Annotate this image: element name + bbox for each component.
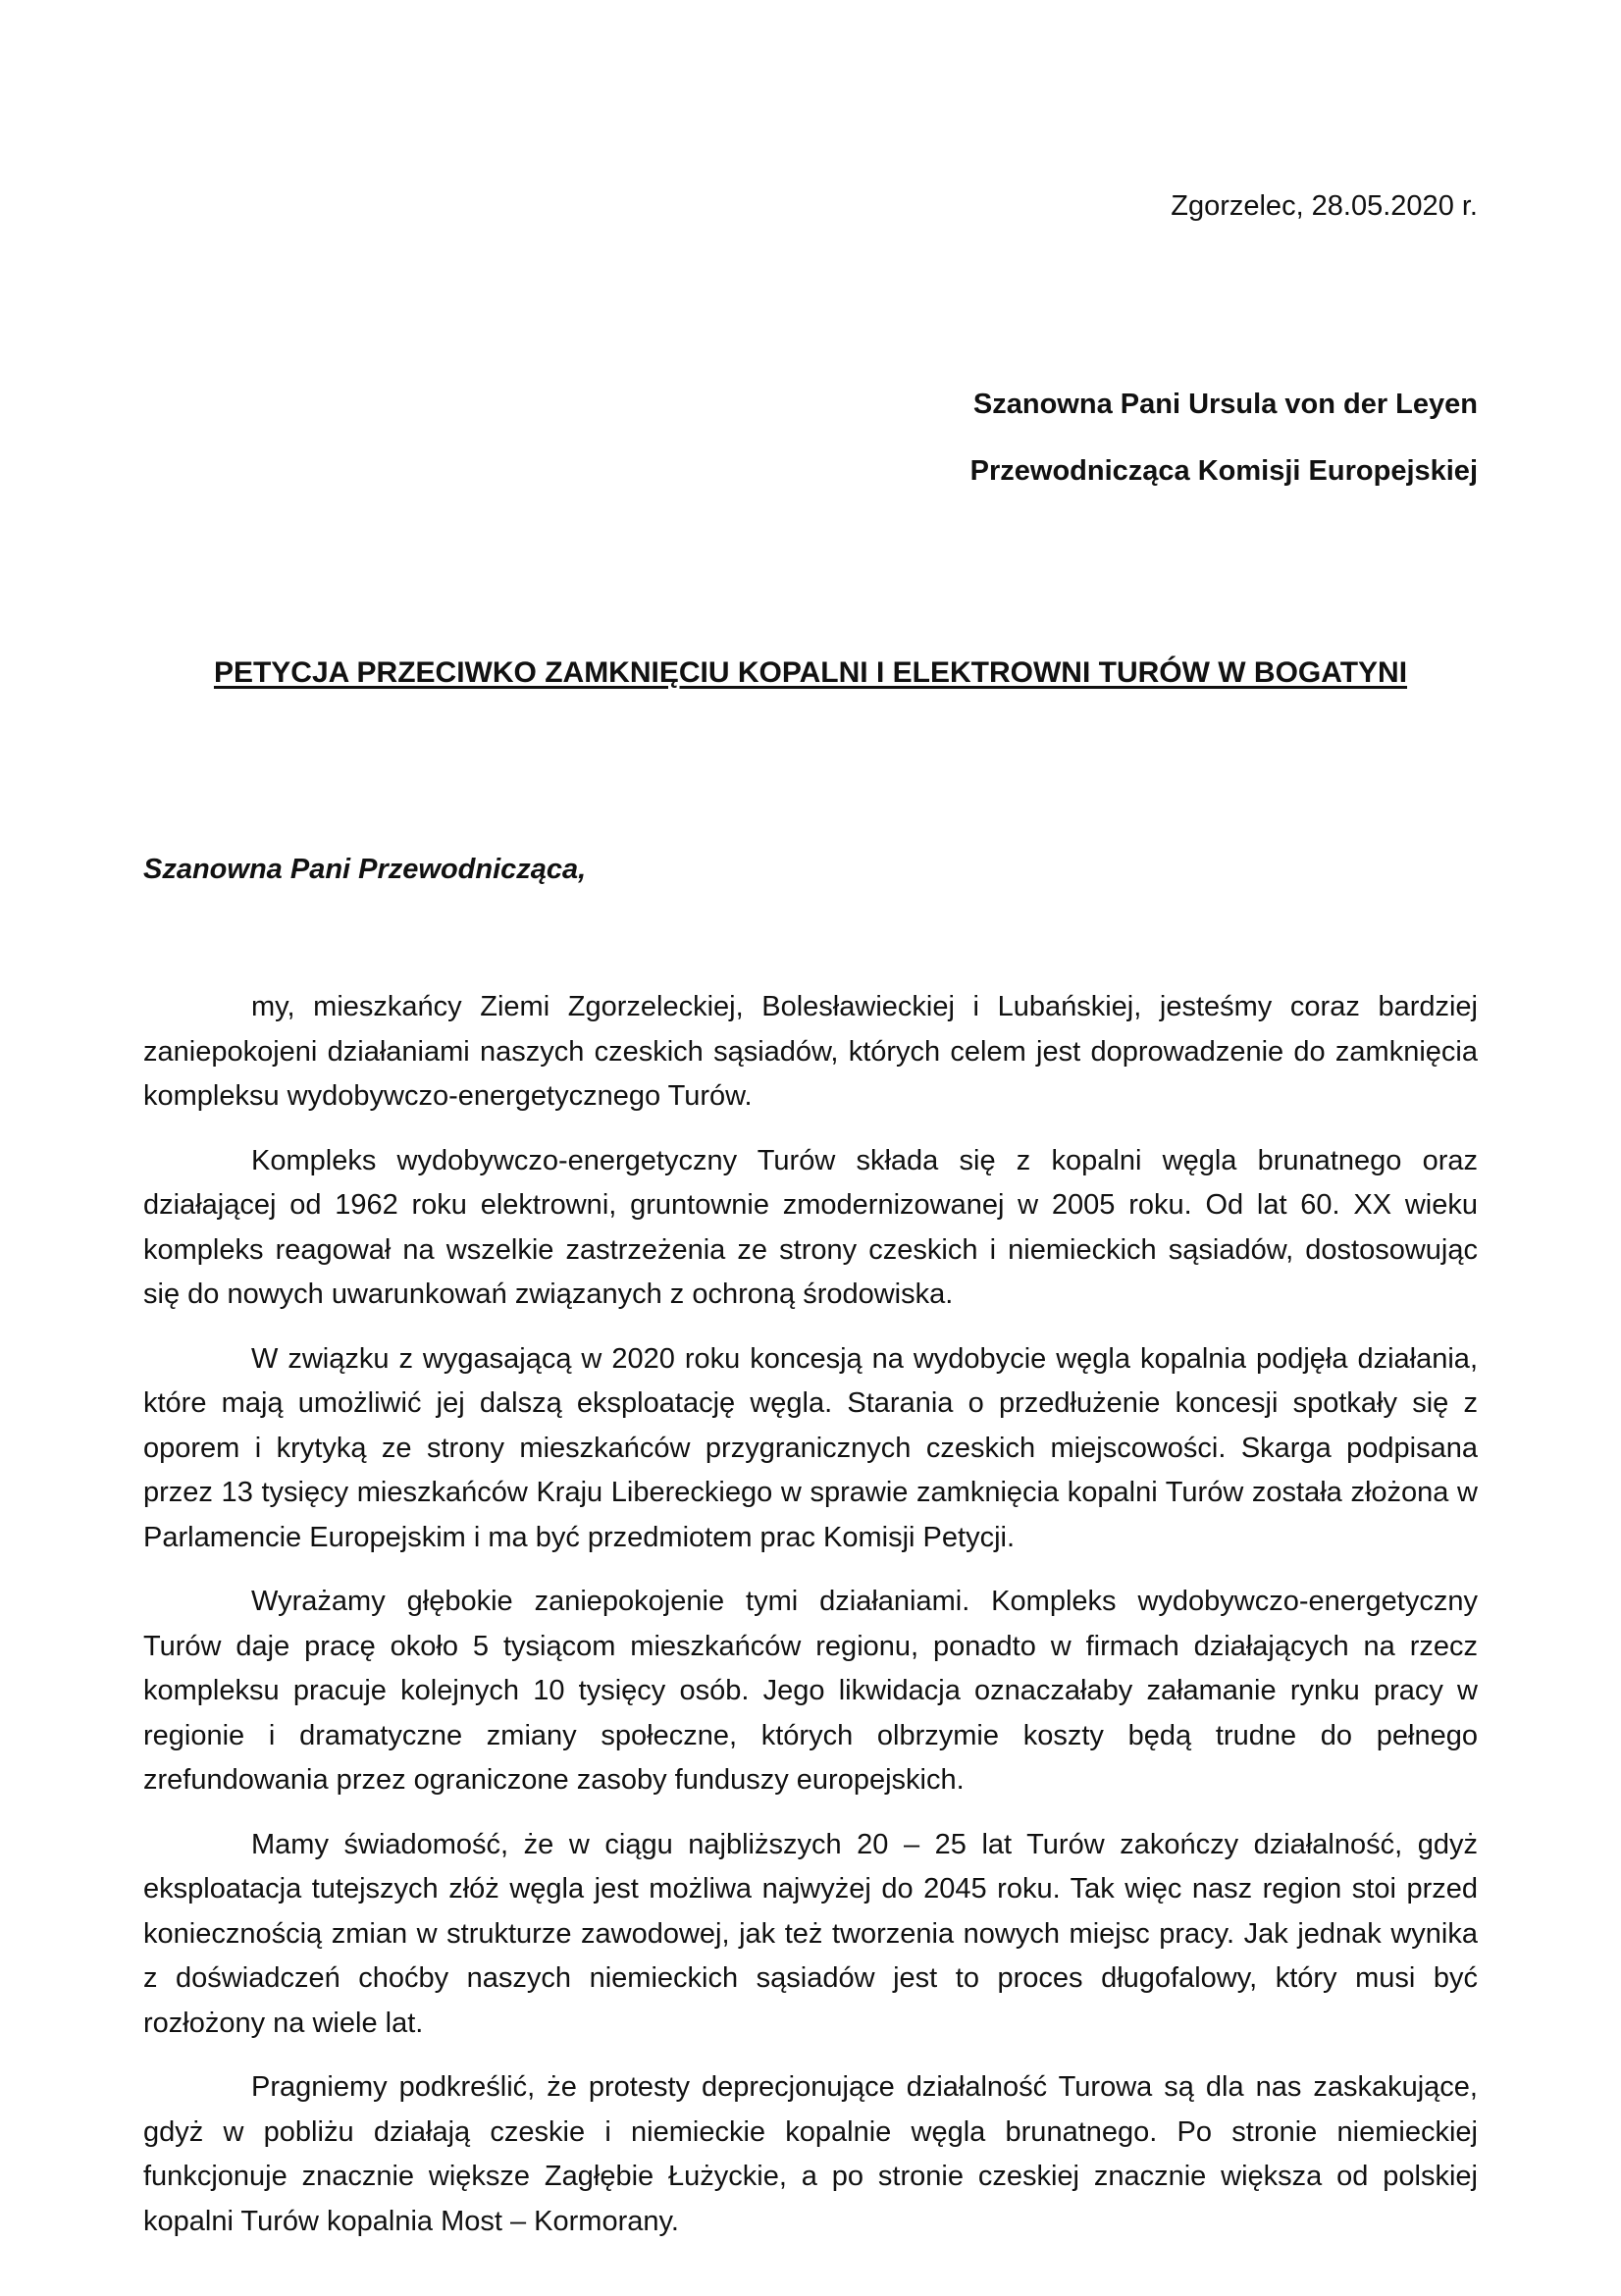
paragraph-4: Wyrażamy głębokie zaniepokojenie tymi działaniami. Kompleks wydobywczo-energetyczny Turów daje pracę około 5 tysiącom mieszkańców regionu, ponadto w firmach działających na rzecz kompleksu pracuje kolejnych 10 tysięcy osób. Jego likwidacja oznaczałaby załamanie rynku pracy w regionie i dramatyczne zmiany społeczne, których olbrzymie koszty będą trudne do pełnego zrefundowania przez ograniczone zasoby funduszy europejskich. bbox=[143, 1586, 1478, 1796]
petition-title: PETYCJA PRZECIWKO ZAMKNIĘCIU KOPALNI I ELEKTROWNI TURÓW W BOGATYNI bbox=[213, 656, 1408, 689]
paragraph-5: Mamy świadomość, że w ciągu najbliższych 20 – 25 lat Turów zakończy działalność, gdyż eksploatacja tutejszych złóż węgla jest możliwa najwyżej do 2045 roku. Tak więc nasz region stoi przed koniecznością zmian w strukturze zawodowej, jak też tworzenia nowych miejsc pracy. Jak jednak wynika z doświadczeń choćby naszych niemieckich sąsiadów jest to proces długofalowy, który musi być rozłożony na wiele lat. bbox=[143, 1828, 1478, 2039]
paragraph-1: my, mieszkańcy Ziemi Zgorzeleckiej, Bolesławieckiej i Lubańskiej, jesteśmy coraz bardziej zaniepokojeni działaniami naszych czeskich sąsiadów, których celem jest doprowadzenie do zamknięcia kompleksu wydobywczo-energetycznego Turów. bbox=[143, 991, 1478, 1112]
letter-body bbox=[143, 985, 1478, 2264]
paragraph-6: Pragniemy podkreślić, że protesty deprecjonujące działalność Turowa są dla nas zaskakujące, gdyż w pobliżu działają czeskie i niemieckie kopalnie węgla brunatnego. Po stronie niemieckiej funkcjonuje znacznie większe Zagłębie Łużyckie, a po stronie czeskiej znacznie większa od polskiej kopalni Turów kopalnia Most – Kormorany. bbox=[143, 2071, 1478, 2237]
paragraph-3: W związku z wygasającą w 2020 roku koncesją na wydobycie węgla kopalnia podjęła działania, które mają umożliwić jej dalszą eksploatację węgla. Starania o przedłużenie koncesji spotkały się z oporem i krytyką ze strony mieszkańców przygranicznych czeskich miejscowości. Skarga podpisana przez 13 tysięcy mieszkańców Kraju Libereckiego w sprawie zamknięcia kopalni Turów została złożona w Parlamencie Europejskim i ma być przedmiotem prac Komisji Petycji. bbox=[143, 1342, 1478, 1553]
date-line: Zgorzelec, 28.05.2020 r. bbox=[1171, 190, 1478, 222]
addressee-position: Przewodnicząca Komisji Europejskiej bbox=[969, 455, 1478, 487]
salutation: Szanowna Pani Przewodnicząca, bbox=[143, 854, 587, 885]
addressee-name: Szanowna Pani Ursula von der Leyen bbox=[972, 389, 1478, 420]
paragraph-2: Kompleks wydobywczo-energetyczny Turów składa się z kopalni węgla brunatnego oraz działającej od 1962 roku elektrowni, gruntownie zmodernizowanej w 2005 roku. Od lat 60. XX wieku kompleks reagował na wszelkie zastrzeżenia ze strony czeskich i niemieckich sąsiadów, dostosowując się do nowych uwarunkowań związanych z ochroną środowiska. bbox=[143, 1144, 1478, 1310]
